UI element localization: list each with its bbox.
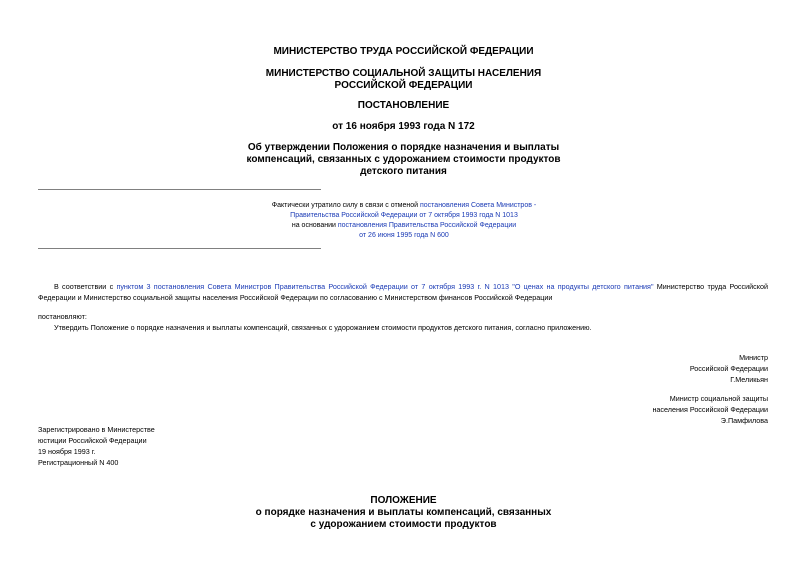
annex-title-line3: с удорожанием стоимости продуктов: [310, 519, 497, 530]
status-note-line3: [190, 221, 618, 231]
registration-line3: 19 ноября 1993 г.: [38, 447, 96, 456]
signature-labor-line2: Российской Федерации: [689, 364, 768, 373]
status-note-line1: [190, 201, 618, 211]
signature-labor-line3: Г.Меликьян: [730, 375, 768, 384]
annex-title: ПОЛОЖЕНИЕ: [370, 495, 437, 506]
signature-labor-minister: [500, 352, 768, 385]
registration-block: [38, 424, 338, 468]
document-date-number: от 16 ноября 1993 года N 172: [332, 121, 475, 132]
status-note-text1: Фактически утратило силу в связи с отменой: [271, 202, 420, 209]
status-note-link-decree-600-b[interactable]: от 26 июня 1995 года N 600: [359, 232, 449, 239]
registration-line2: юстиции Российской Федерации: [38, 436, 147, 445]
divider-top: [38, 189, 321, 190]
document-title: [0, 142, 807, 178]
status-note-line4: [190, 231, 618, 241]
body-p1-link-decree-1013[interactable]: пунктом 3 постановления Совета Министров Правительства Российской Федерации от 7 октября 1993 г. N 1013 "О ценах на продукты детского питания": [116, 282, 654, 291]
ministry-social-line2: РОССИЙСКОЙ ФЕДЕРАЦИИ: [334, 80, 473, 91]
body-paragraph-2: Утвердить Положение о порядке назначения и выплаты компенсаций, связанных с удорожанием стоимости продуктов детского питания, согласно приложению.: [54, 323, 592, 332]
signature-labor-line1: Министр: [739, 353, 768, 362]
body-p1-pre: В соответствии с: [54, 282, 117, 291]
signature-social-line1: Министр социальной защиты: [669, 394, 768, 403]
registration-line1: Зарегистрировано в Министерстве: [38, 425, 155, 434]
status-note: [190, 201, 618, 241]
ministry-social-heading: [0, 68, 807, 92]
signature-social-line3: Э.Памфилова: [720, 416, 768, 425]
body-resolves: постановляют:: [38, 312, 87, 321]
status-note-text3: на основании: [291, 222, 338, 229]
status-note-link-decree-1013-a[interactable]: постановления Совета Министров -: [419, 202, 537, 209]
registration-line4: Регистрационный N 400: [38, 458, 119, 467]
ministry-social-line1: МИНИСТЕРСТВО СОЦИАЛЬНОЙ ЗАЩИТЫ НАСЕЛЕНИЯ: [265, 68, 542, 79]
status-note-link-decree-600-a[interactable]: постановления Правительства Российской Федерации: [337, 222, 517, 229]
divider-bottom: [38, 248, 321, 249]
annex-title-line2: о порядке назначения и выплаты компенсаций, связанных: [255, 507, 552, 518]
ministry-labor-heading: МИНИСТЕРСТВО ТРУДА РОССИЙСКОЙ ФЕДЕРАЦИИ: [273, 46, 534, 57]
signature-social-line2: населения Российской Федерации: [652, 405, 768, 414]
body-p1-post: Министерство труда Российской Федерации и Министерство социальной защиты населения Российской Федерации по согласованию с Министерством финансов Российской Федерации: [38, 282, 768, 302]
status-note-line2: [190, 211, 618, 221]
signature-social-minister: [500, 393, 768, 426]
annex-heading: [0, 495, 807, 531]
document-title-line2: компенсаций, связанных с удорожанием стоимости продуктов: [246, 154, 561, 165]
body-paragraph-1: [38, 281, 768, 303]
status-note-link-decree-1013-b[interactable]: Правительства Российской Федерации от 7 октября 1993 года N 1013: [290, 212, 518, 219]
document-title-line3: детского питания: [360, 166, 447, 177]
document-type: ПОСТАНОВЛЕНИЕ: [357, 100, 450, 111]
document-title-line1: Об утверждении Положения о порядке назначения и выплаты: [247, 142, 560, 153]
